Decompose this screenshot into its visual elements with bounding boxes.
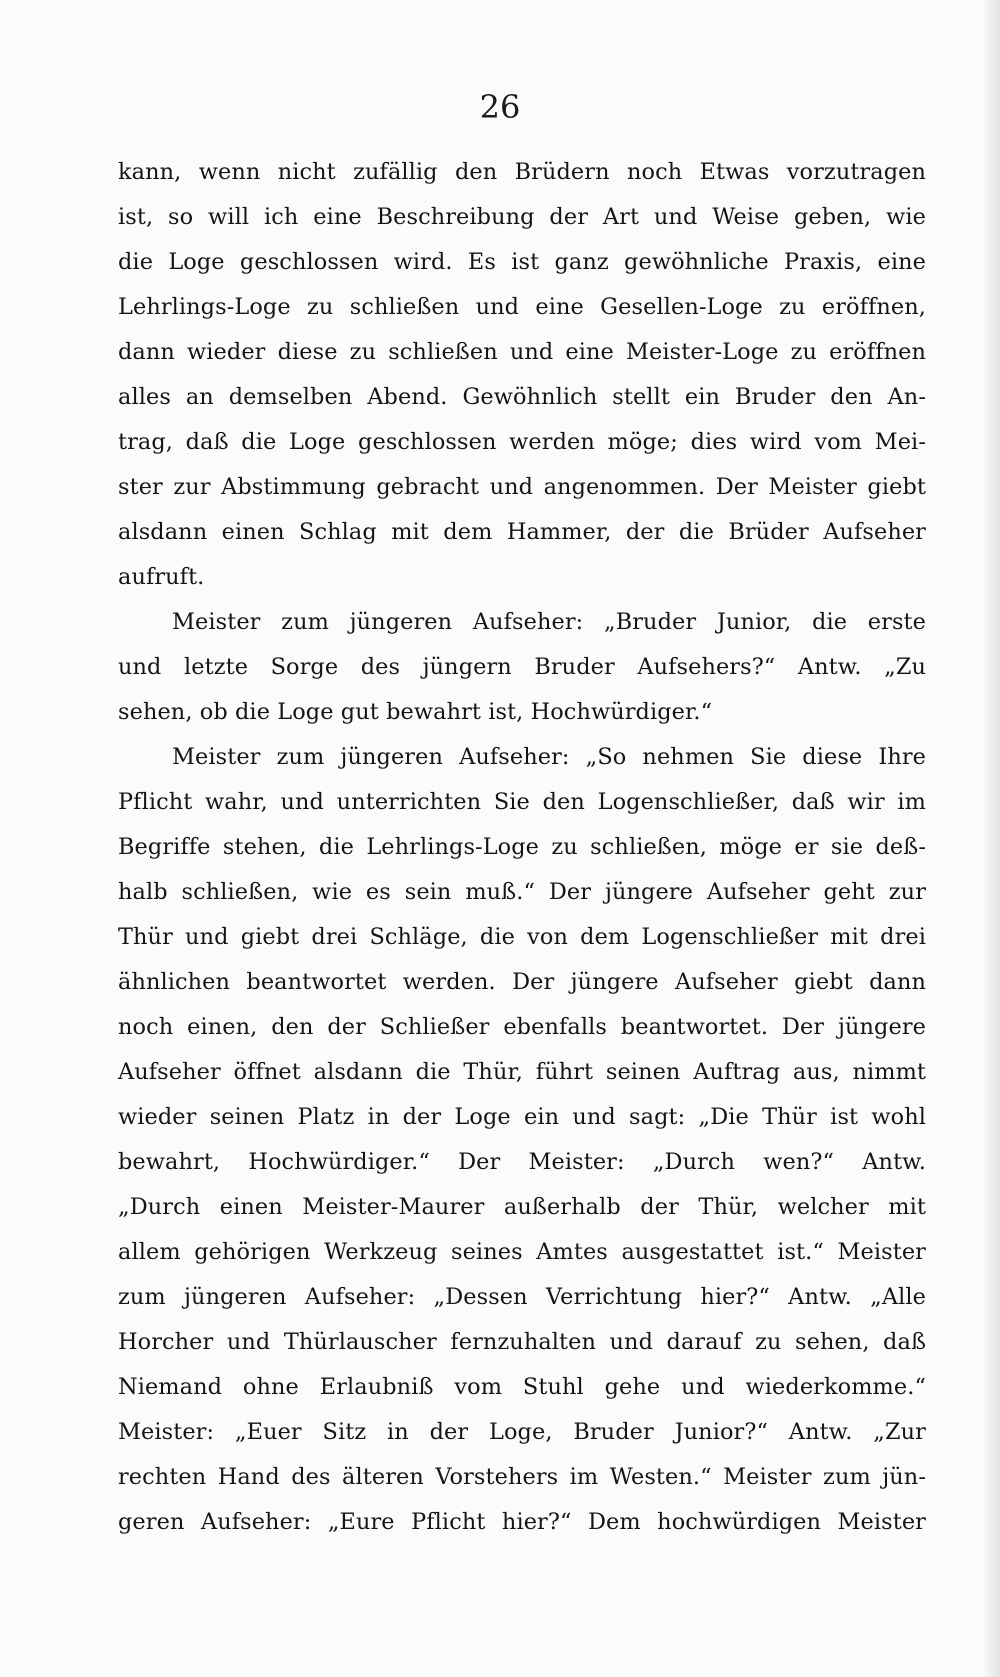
text-line: „Durch einen Meister-Maurer außerhalb der Thür, welcher mit [118,1194,926,1220]
text-line: trag, daß die Loge geschlossen werden möge; dies wird vom Mei- [118,429,926,455]
text-line: Begriffe stehen, die Lehrlings-Loge zu schließen, möge er sie deß- [118,834,926,860]
text-line: die Loge geschlossen wird. Es ist ganz gewöhnliche Praxis, eine [118,249,926,275]
page-number: 26 [479,88,521,126]
text-line: Horcher und Thürlauscher fernzuhalten und darauf zu sehen, daß [118,1329,926,1355]
text-line: noch einen, den der Schließer ebenfalls beantwortet. Der jüngere [118,1014,926,1040]
text-line: ster zur Abstimmung gebracht und angenommen. Der Meister giebt [118,474,926,500]
text-line: und letzte Sorge des jüngern Bruder Aufsehers?“ Antw. „Zu [118,654,926,680]
text-line: alles an demselben Abend. Gewöhnlich stellt ein Bruder den An- [118,384,926,410]
text-line: rechten Hand des älteren Vorstehers im Westen.“ Meister zum jün- [118,1464,926,1490]
text-line: kann, wenn nicht zufällig den Brüdern noch Etwas vorzutragen [118,159,926,185]
text-line: Lehrlings-Loge zu schließen und eine Gesellen-Loge zu eröffnen, [118,294,926,320]
text-line: Aufseher öffnet alsdann die Thür, führt seinen Auftrag aus, nimmt [118,1059,926,1085]
text-line: halb schließen, wie es sein muß.“ Der jüngere Aufseher geht zur [118,879,926,905]
text-line: geren Aufseher: „Eure Pflicht hier?“ Dem hochwürdigen Meister [118,1509,926,1535]
text-line: Meister: „Euer Sitz in der Loge, Bruder Junior?“ Antw. „Zur [118,1419,926,1445]
text-line: wieder seinen Platz in der Loge ein und sagt: „Die Thür ist wohl [118,1104,926,1130]
text-line: aufruft. [118,564,205,590]
page-edge-shadow [982,0,1000,1677]
text-line: dann wieder diese zu schließen und eine Meister-Loge zu eröffnen [118,339,926,365]
text-line: sehen, ob die Loge gut bewahrt ist, Hochwürdiger.“ [118,699,713,725]
text-line: ähnlichen beantwortet werden. Der jüngere Aufseher giebt dann [118,969,926,995]
text-line: Pflicht wahr, und unterrichten Sie den Logenschließer, daß wir im [118,789,926,815]
text-line: zum jüngeren Aufseher: „Dessen Verrichtung hier?“ Antw. „Alle [118,1284,926,1310]
text-line: ist, so will ich eine Beschreibung der Art und Weise geben, wie [118,204,926,230]
text-line: alsdann einen Schlag mit dem Hammer, der die Brüder Aufseher [118,519,926,545]
text-line: Niemand ohne Erlaubniß vom Stuhl gehe und wiederkomme.“ [118,1374,926,1400]
body-text [118,150,926,1545]
text-line: Meister zum jüngeren Aufseher: „Bruder Junior, die erste [172,609,926,635]
text-line: Meister zum jüngeren Aufseher: „So nehmen Sie diese Ihre [172,744,926,770]
text-line: Thür und giebt drei Schläge, die von dem Logenschließer mit drei [118,924,926,950]
text-line: bewahrt, Hochwürdiger.“ Der Meister: „Durch wen?“ Antw. [118,1149,926,1175]
text-line: allem gehörigen Werkzeug seines Amtes ausgestattet ist.“ Meister [118,1239,926,1265]
